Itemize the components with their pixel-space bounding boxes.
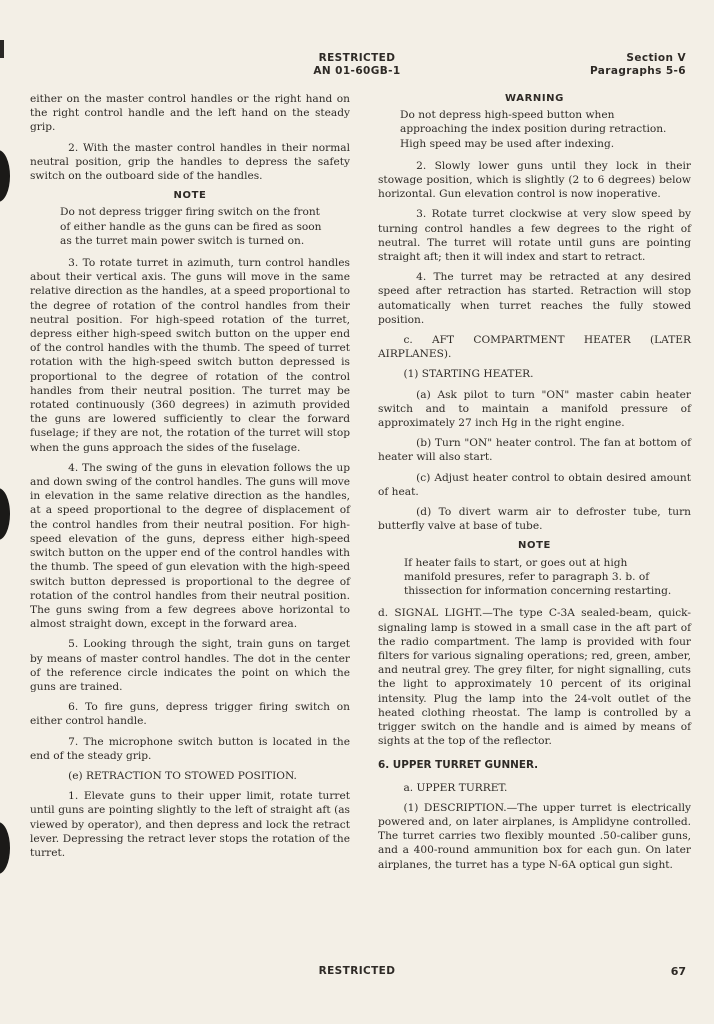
binder-hole bbox=[0, 150, 10, 202]
header-doc-number: AN 01-60GB-1 bbox=[313, 65, 401, 77]
warning-body: Do not depress high-speed button when approaching the index position during retraction. High speed may be used after indexing. bbox=[400, 109, 667, 150]
note-body: If heater fails to start, or goes out at high manifold presures, refer to paragraph 3. b. of thissection for information concerning restarting. bbox=[404, 556, 672, 598]
binder-hole bbox=[0, 822, 10, 874]
subsection-heading: c. AFT COMPARTMENT HEATER (LATER AIRPLANES). bbox=[378, 334, 691, 361]
paragraph: 2. Slowly lower guns until they lock in their stowage position, which is slightly (2 to 6 degrees) below horizontal. Gun elevation control is now inoperative. bbox=[378, 159, 691, 201]
paragraph: 2. With the master control handles in their normal neutral position, grip the handles to depress the safety switch on the outboard side of the handles. bbox=[30, 141, 350, 183]
paragraph: 4. The turret may be retracted at any desired speed after retraction has started. Retraction will stop automatically when turret reaches the fully stowed position. bbox=[378, 271, 691, 326]
paragraph: 1. Elevate guns to their upper limit, rotate turret until guns are pointing slightly to the left of straight aft (as viewed by operator), and then depress and lock the retract lever. Depressing the retract lever stops the rotation of the turret. bbox=[30, 790, 350, 859]
note-title: NOTE bbox=[173, 190, 207, 202]
paragraph: 3. To rotate turret in azimuth, turn control handles about their vertical axis. The guns will move in the same relative direction as the handles, at a speed proportional to the degree of rotation of the control handles from their neutral position. For high-speed rotation of the turret, depress either high-speed switch button on the upper end of the control handles with the thumb. The speed of turret rotation with the high-speed switch button depressed is proportional to the degree of rotation of the control handles from their neutral position. The turret may be rotated continuously (360 degrees) in azimuth provided the guns are lowered sufficiently to clear the forward fuselage; if they are not, the rotation of the turret will stop when the guns approach the sides of the fuselage. bbox=[30, 257, 350, 454]
paragraph: 4. The swing of the guns in elevation follows the up and down swing of the control handles. The guns will move in elevation in the same relative direction as the handles, at a speed proportional to the degree of displacement of the control handles from their neutral position. For high-speed elevation of the guns, depress either high-speed switch button on the upper end of the control handles with the thumb. The speed of gun elevation with the high-speed switch button depressed is proportional to the degree of rotation of the control handles from their neutral position. The guns swing from a few degrees above horizontal to almost straight down, except in the forward area. bbox=[30, 461, 350, 631]
note-body: Do not depress trigger firing switch on the front of either handle as the guns can be fired as soon as the turret main power switch is turned on. bbox=[60, 206, 322, 247]
page-number: 67 bbox=[670, 965, 686, 978]
paragraph: 5. Looking through the sight, train guns on target by means of master control handles. The dot in the center of the reference circle indicates the point on which the guns are trained. bbox=[30, 638, 350, 693]
paragraph: (d) To divert warm air to defroster tube, turn butterfly valve at base of tube. bbox=[378, 506, 691, 533]
paragraph: (b) Turn "ON" heater control. The fan at bottom of heater will also start. bbox=[378, 437, 691, 464]
header-section: Section V bbox=[626, 52, 686, 64]
right-column bbox=[378, 92, 691, 878]
header-paragraphs: Paragraphs 5-6 bbox=[589, 65, 686, 77]
paragraph: (1) DESCRIPTION.—The upper turret is electrically powered and, on later airplanes, is Amplidyne controlled. The turret carries two flexibly mounted .50-caliber guns, and a 400-round ammunition box for each gun. On later airplanes, the turret has a type N-6A optical gun sight. bbox=[378, 801, 691, 871]
subsection-heading: a. UPPER TURRET. bbox=[403, 781, 508, 794]
left-column bbox=[30, 92, 350, 866]
paragraph: (c) Adjust heater control to obtain desired amount of heat. bbox=[378, 471, 691, 498]
subsection-heading: (1) STARTING HEATER. bbox=[403, 368, 534, 381]
paragraph: 7. The microphone switch button is located in the end of the steady grip. bbox=[30, 735, 350, 762]
footer-restricted: RESTRICTED bbox=[318, 965, 396, 977]
header-restricted: RESTRICTED bbox=[318, 52, 396, 64]
section-title: 6. UPPER TURRET GUNNER. bbox=[378, 759, 539, 772]
paragraph: d. SIGNAL LIGHT.—The type C-3A sealed-beam, quick-signaling lamp is stowed in a small case in the aft part of the radio compartment. The lamp is provided with four filters for various signaling operations; red, green, amber, and neutral grey. The grey filter, for night signalling, cuts the light to approximately 10 percent of its original intensity. Plug the lamp into the 24-volt outlet of the heated clothing rheostat. The lamp is controlled by a trigger switch on the handle and is aimed by means of sights at the top of the reflector. bbox=[378, 607, 691, 748]
paragraph: 6. To fire guns, depress trigger firing switch on either control handle. bbox=[30, 701, 350, 728]
paragraph: either on the master control handles or the right hand on the right control handle and the left hand on the steady grip. bbox=[30, 93, 350, 134]
paragraph: (a) Ask pilot to turn "ON" master cabin heater switch and to maintain a manifold pressure of approximately 27 inch Hg in the right engine. bbox=[378, 388, 691, 430]
paragraph: 3. Rotate turret clockwise at very slow speed by turning control handles a few degrees to the right of neutral. The turret will rotate until guns are pointing straight aft; then it will index and start to retract. bbox=[378, 208, 691, 264]
subsection-heading: (e) RETRACTION TO STOWED POSITION. bbox=[68, 769, 297, 782]
header-right bbox=[590, 52, 686, 78]
note-title: NOTE bbox=[518, 540, 551, 552]
warning-title: WARNING bbox=[505, 93, 564, 104]
binder-hole bbox=[0, 488, 10, 540]
